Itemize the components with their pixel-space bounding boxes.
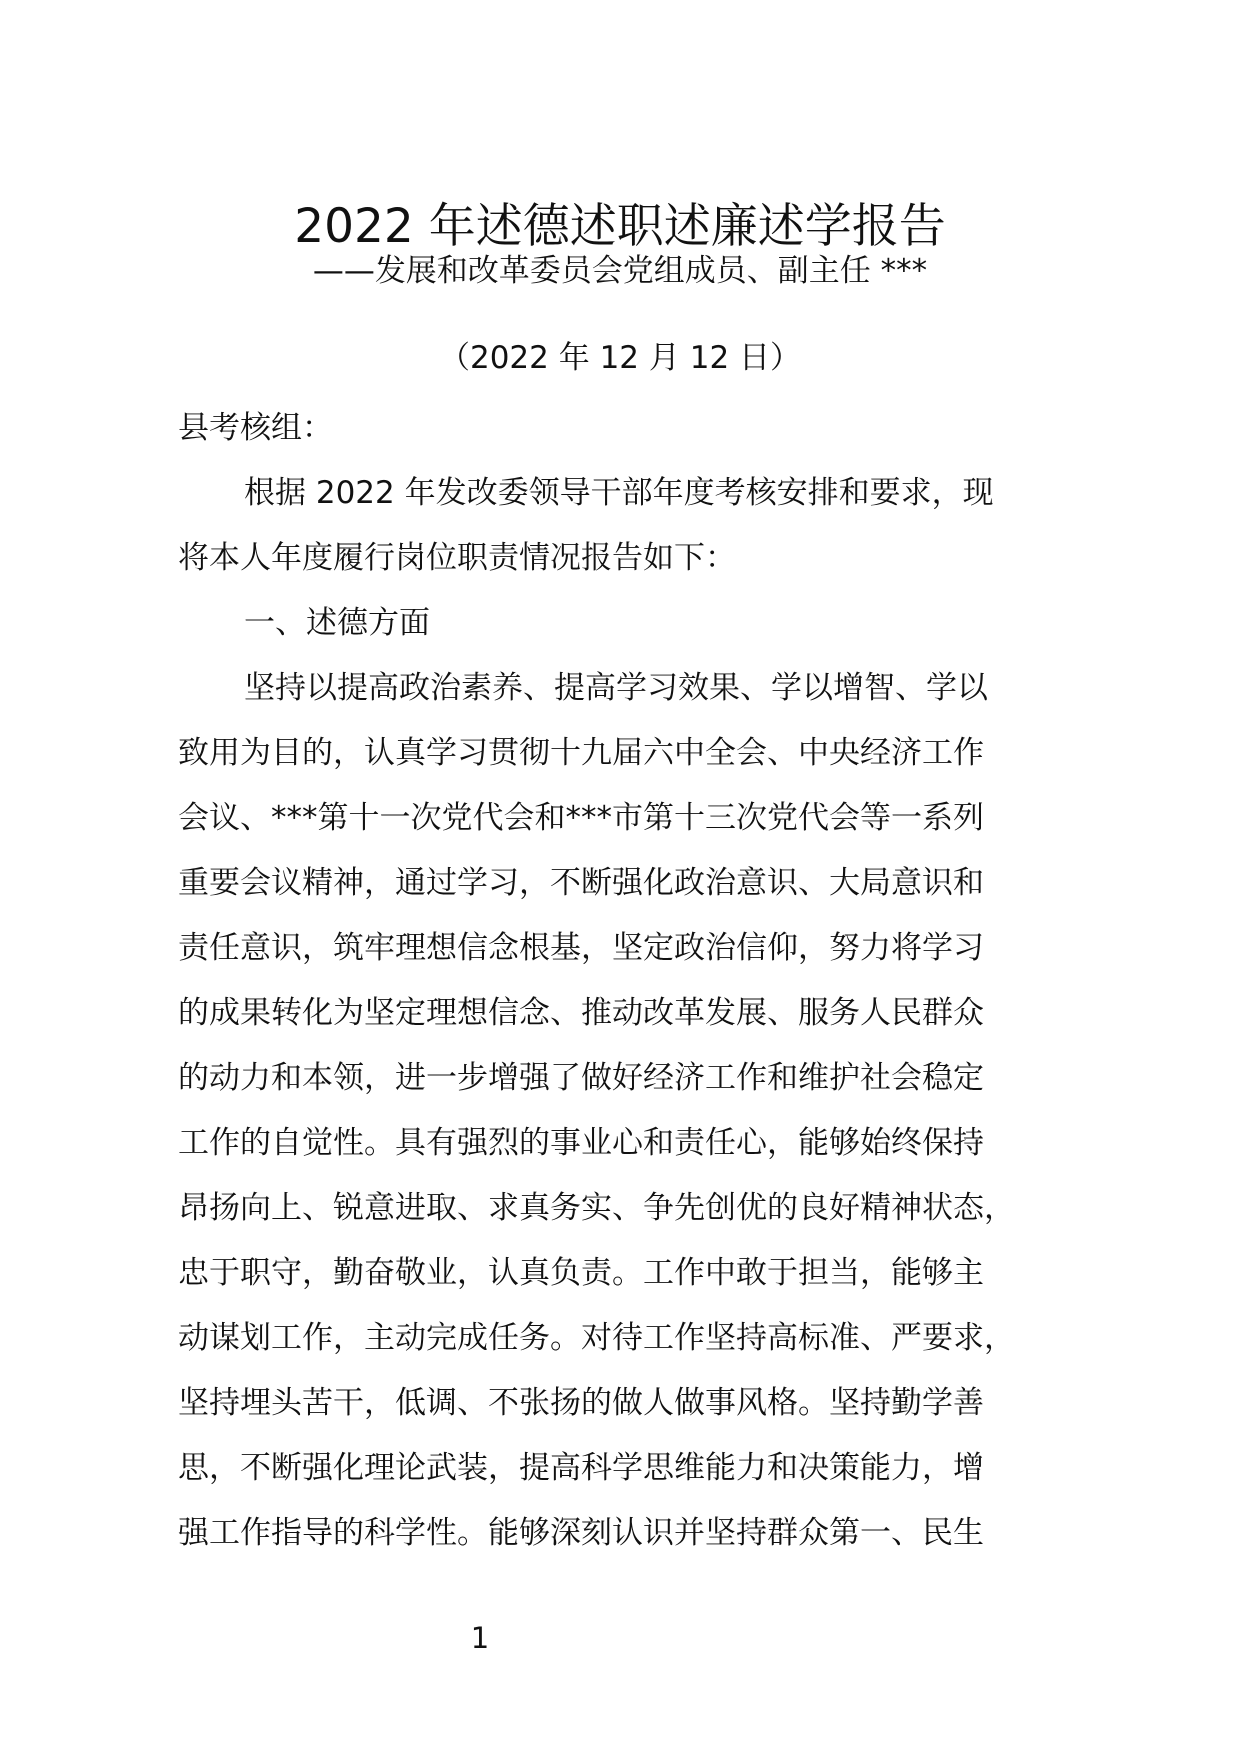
paragraph-line: 工作的自觉性。具有强烈的事业心和责任心，能够始终保持: [178, 1125, 984, 1161]
section-heading: 一、述德方面: [244, 605, 430, 641]
paragraph-line: 致用为目的，认真学习贯彻十九届六中全会、中央经济工作: [178, 735, 984, 771]
paragraph-line: 坚持埋头苦干，低调、不张扬的做人做事风格。坚持勤学善: [178, 1385, 984, 1421]
salutation: 县考核组：: [178, 410, 333, 446]
report-body: [178, 396, 1078, 1566]
paragraph-line: 的动力和本领，进一步增强了做好经济工作和维护社会稳定: [178, 1060, 984, 1096]
paragraph-line: 根据 2022 年发改委领导干部年度考核安排和要求，现: [244, 475, 994, 511]
page-number: 1: [470, 1621, 490, 1655]
paragraph-line: 动谋划工作，主动完成任务。对待工作坚持高标准、严要求，: [178, 1320, 1015, 1356]
paragraph-line: 的成果转化为坚定理想信念、推动改革发展、服务人民群众: [178, 995, 984, 1031]
paragraph-line: 强工作指导的科学性。能够深刻认识并坚持群众第一、民生: [178, 1515, 984, 1551]
report-title: 2022 年述德述职述廉述学报告: [294, 199, 946, 254]
paragraph-line: 重要会议精神，通过学习，不断强化政治意识、大局意识和: [178, 865, 984, 901]
paragraph-line: 思，不断强化理论武装，提高科学思维能力和决策能力，增: [178, 1450, 984, 1486]
paragraph-line: 昂扬向上、锐意进取、求真务实、争先创优的良好精神状态，: [178, 1190, 1015, 1226]
paragraph-line: 忠于职守，勤奋敬业，认真负责。工作中敢于担当，能够主: [178, 1255, 984, 1291]
paragraph-line: 坚持以提高政治素养、提高学习效果、学以增智、学以: [244, 670, 988, 706]
paragraph-line: 责任意识，筑牢理想信念根基，坚定政治信仰，努力将学习: [178, 930, 984, 966]
report-date: （2022 年 12 月 12 日）: [438, 340, 802, 376]
report-subtitle: ——发展和改革委员会党组成员、副主任 ***: [312, 253, 928, 289]
paragraph-line: 会议、***第十一次党代会和***市第十三次党代会等一系列: [178, 800, 984, 836]
paragraph-line: 将本人年度履行岗位职责情况报告如下：: [178, 540, 736, 576]
